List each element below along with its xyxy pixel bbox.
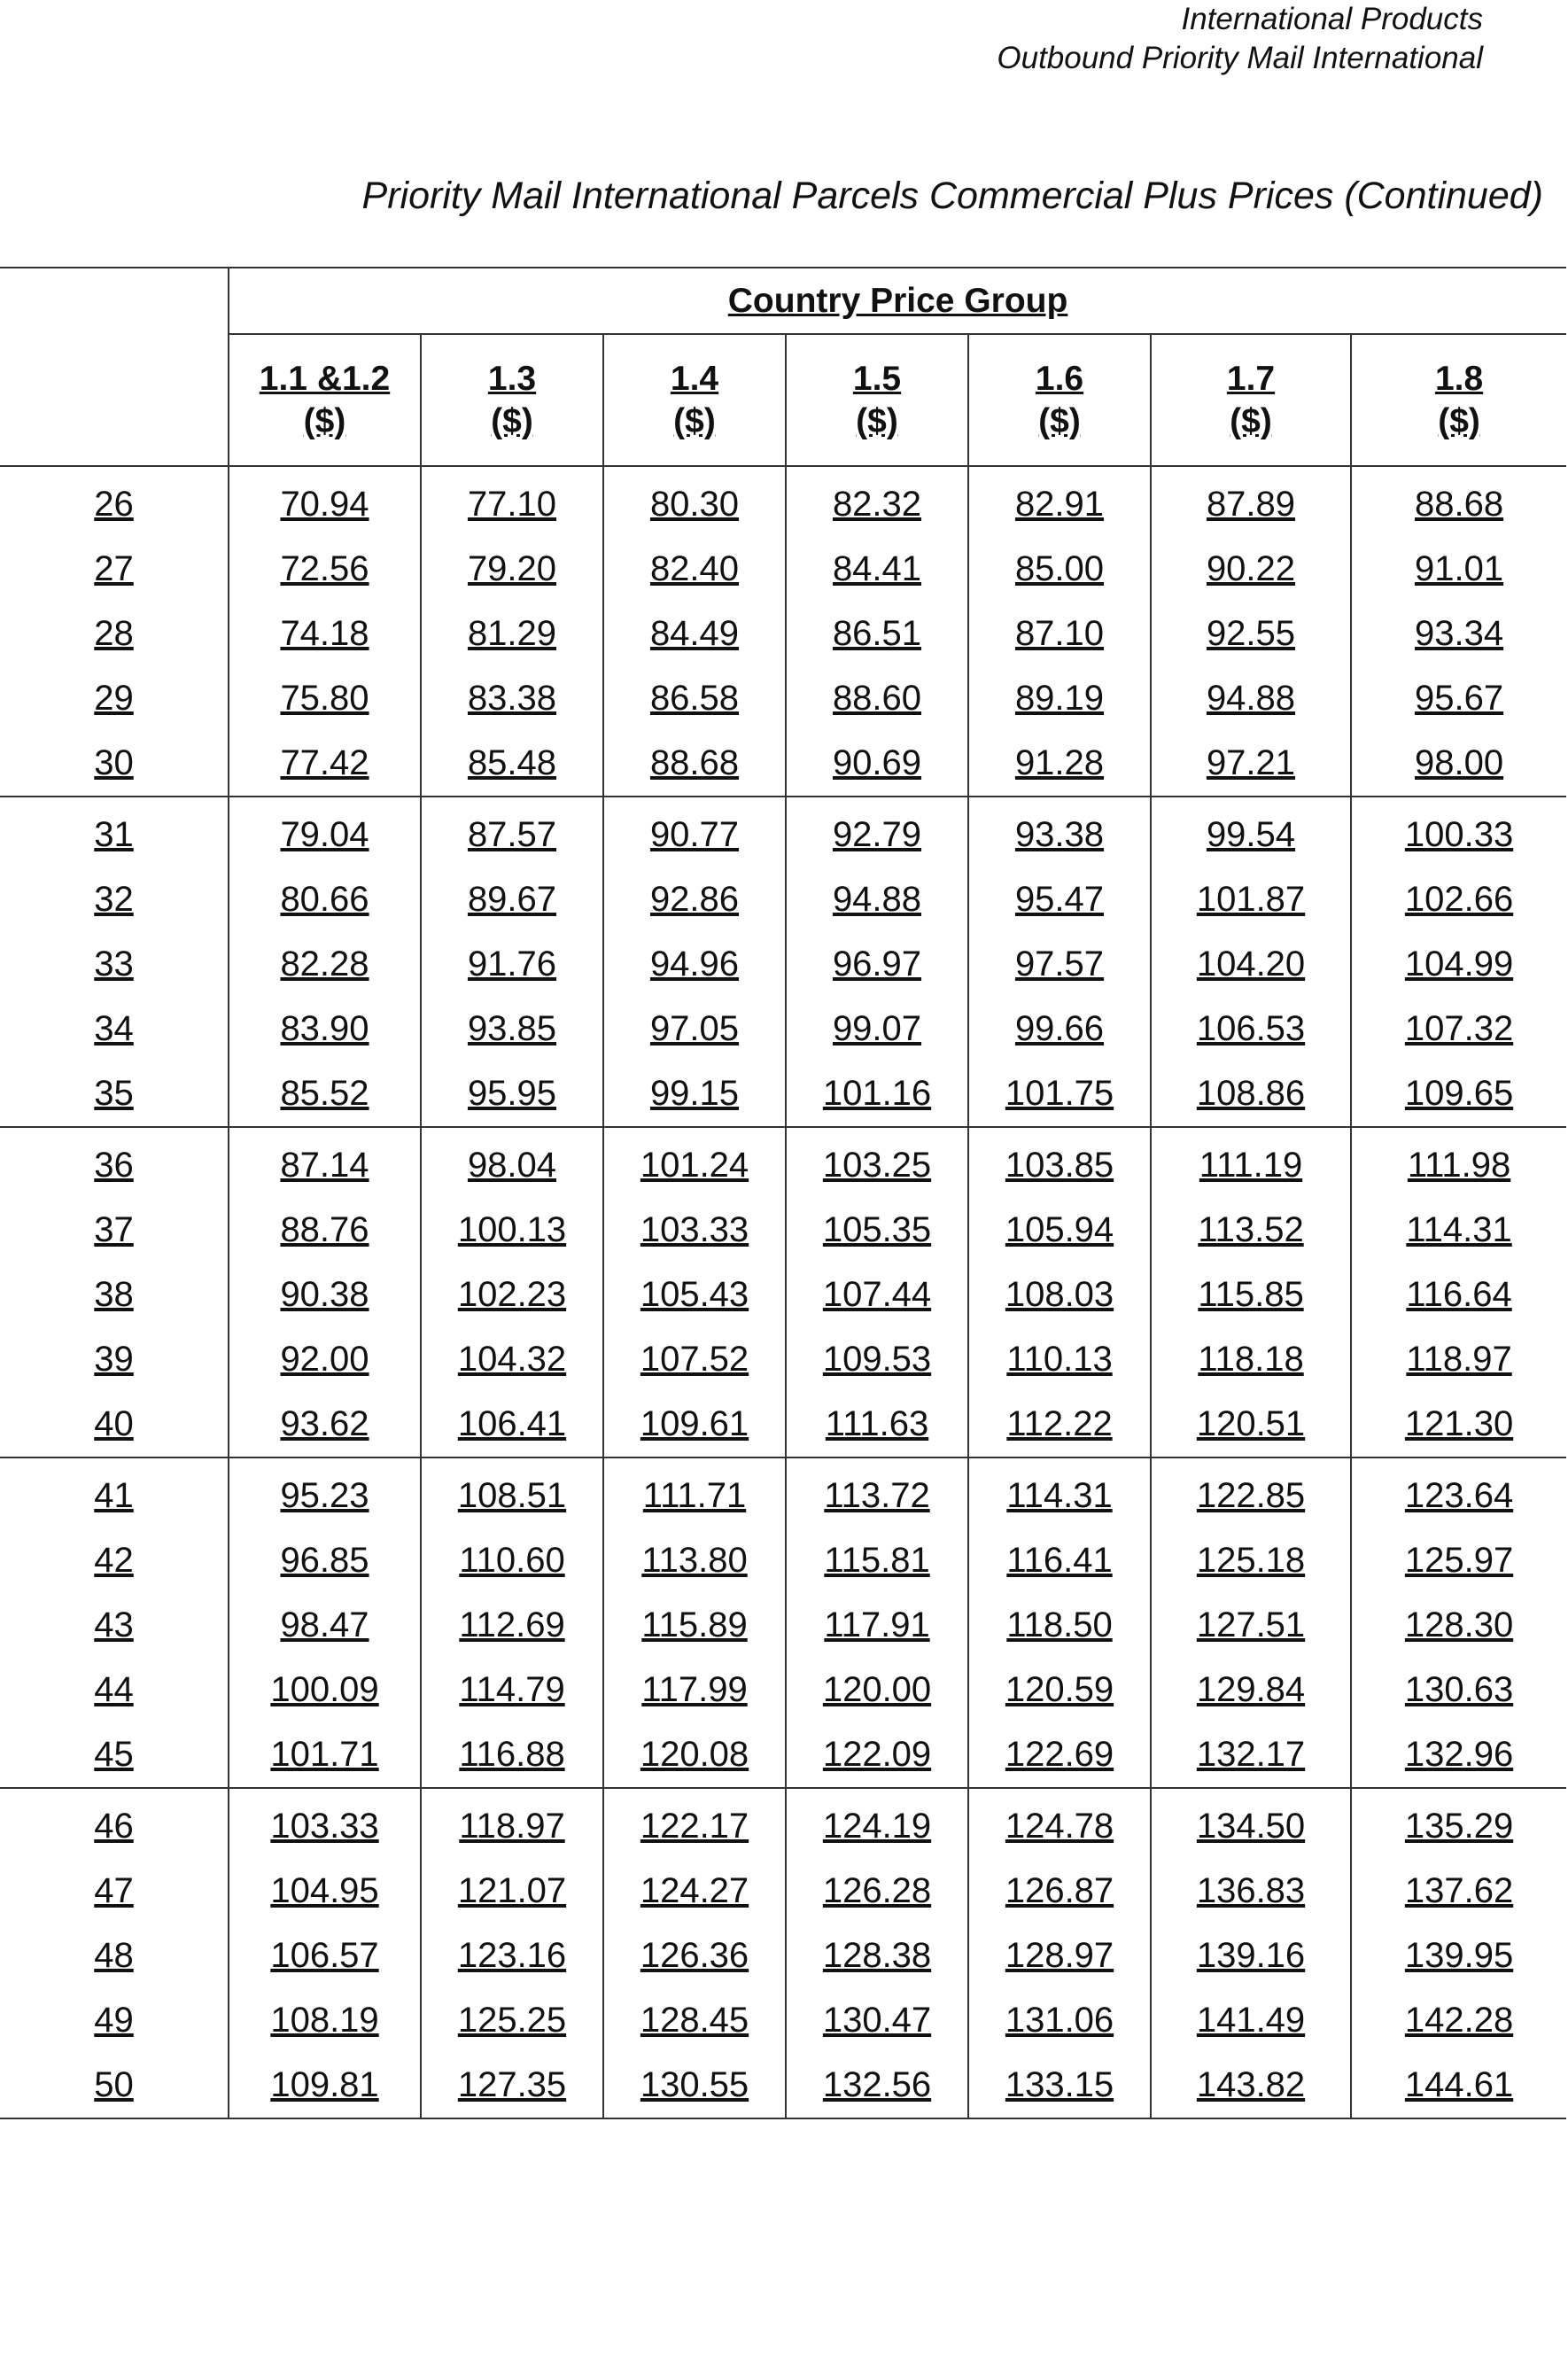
price-cell: 93.34 — [1351, 602, 1566, 666]
weight-cell: 39 — [94, 1340, 134, 1379]
price-cell: 100.33 — [1351, 797, 1566, 867]
price-cell: 109.81 — [229, 2053, 421, 2118]
price-cell: 91.01 — [1351, 537, 1566, 602]
price-cell: 120.51 — [1151, 1392, 1351, 1457]
column-unit: ($) — [673, 401, 716, 440]
table-row — [0, 867, 1566, 932]
table-row — [0, 1061, 1566, 1127]
weight-cell: 36 — [94, 1146, 134, 1185]
price-cell: 108.03 — [968, 1263, 1151, 1327]
price-cell: 135.29 — [1351, 1788, 1566, 1859]
price-cell: 130.63 — [1351, 1658, 1566, 1722]
table-row — [0, 997, 1566, 1061]
table-row — [0, 1127, 1566, 1198]
header-line-1: International Products — [1181, 2, 1483, 36]
table-row — [0, 1859, 1566, 1924]
weight-cell: 49 — [94, 2001, 134, 2040]
price-cell: 126.36 — [603, 1924, 786, 1988]
table-row — [0, 1457, 1566, 1528]
price-cell: 82.32 — [786, 466, 968, 537]
price-cell: 88.60 — [786, 666, 968, 731]
price-cell: 141.49 — [1151, 1988, 1351, 2053]
price-cell: 115.85 — [1151, 1263, 1351, 1327]
price-cell: 123.64 — [1351, 1457, 1566, 1528]
weight-cell: 29 — [94, 679, 134, 718]
weight-cell: 44 — [94, 1670, 134, 1709]
price-cell: 90.69 — [786, 731, 968, 797]
price-cell: 124.27 — [603, 1859, 786, 1924]
price-cell: 101.24 — [603, 1127, 786, 1198]
price-cell: 133.15 — [968, 2053, 1151, 2118]
table-row — [0, 1392, 1566, 1457]
table-row — [0, 666, 1566, 731]
price-cell: 104.99 — [1351, 932, 1566, 997]
table-row — [0, 1924, 1566, 1988]
price-cell: 101.16 — [786, 1061, 968, 1127]
column-code: 1.4 — [670, 359, 719, 398]
price-cell: 74.18 — [229, 602, 421, 666]
column-header — [968, 334, 1151, 466]
table-row — [0, 1263, 1566, 1327]
weight-cell: 43 — [94, 1605, 134, 1644]
price-cell: 117.91 — [786, 1593, 968, 1658]
column-header — [1351, 334, 1566, 466]
price-cell: 90.22 — [1151, 537, 1351, 602]
table-row — [0, 466, 1566, 537]
price-cell: 90.38 — [229, 1263, 421, 1327]
price-cell: 127.51 — [1151, 1593, 1351, 1658]
price-cell: 132.96 — [1351, 1722, 1566, 1788]
price-cell: 104.95 — [229, 1859, 421, 1924]
price-cell: 118.50 — [968, 1593, 1151, 1658]
weight-cell: 28 — [94, 614, 134, 653]
price-cell: 85.00 — [968, 537, 1151, 602]
price-cell: 87.57 — [421, 797, 603, 867]
price-cell: 101.75 — [968, 1061, 1151, 1127]
table-row — [0, 731, 1566, 797]
price-cell: 101.71 — [229, 1722, 421, 1788]
price-cell: 124.78 — [968, 1788, 1151, 1859]
table-row — [0, 1528, 1566, 1593]
price-cell: 101.87 — [1151, 867, 1351, 932]
weight-cell: 30 — [0, 731, 229, 797]
weight-cell: 26 — [94, 485, 134, 524]
weight-cell: 42 — [94, 1541, 134, 1580]
price-rows — [0, 466, 1566, 2118]
price-cell: 103.85 — [968, 1127, 1151, 1198]
price-cell: 127.35 — [421, 2053, 603, 2118]
weight-cell: 48 — [94, 1936, 134, 1975]
price-table — [0, 267, 1566, 2119]
price-cell: 126.28 — [786, 1859, 968, 1924]
price-cell: 115.81 — [786, 1528, 968, 1593]
weight-cell: 45 — [0, 1722, 229, 1788]
price-cell: 95.47 — [968, 867, 1151, 932]
price-cell: 93.85 — [421, 997, 603, 1061]
price-cell: 102.23 — [421, 1263, 603, 1327]
price-cell: 97.05 — [603, 997, 786, 1061]
price-cell: 97.21 — [1151, 731, 1351, 797]
column-unit: ($) — [491, 401, 533, 440]
price-cell: 130.47 — [786, 1988, 968, 2053]
price-cell: 106.41 — [421, 1392, 603, 1457]
price-cell: 118.97 — [1351, 1327, 1566, 1392]
price-cell: 104.32 — [421, 1327, 603, 1392]
table-row — [0, 1198, 1566, 1263]
price-cell: 132.56 — [786, 2053, 968, 2118]
price-cell: 113.72 — [786, 1457, 968, 1528]
price-cell: 70.94 — [229, 466, 421, 537]
price-cell: 92.79 — [786, 797, 968, 867]
price-cell: 109.65 — [1351, 1061, 1566, 1127]
weight-cell: 31 — [94, 815, 134, 854]
weight-cell: 47 — [94, 1871, 134, 1910]
price-cell: 105.94 — [968, 1198, 1151, 1263]
column-code: 1.7 — [1226, 359, 1276, 398]
price-cell: 98.00 — [1351, 731, 1566, 797]
price-cell: 77.10 — [421, 466, 603, 537]
price-cell: 128.30 — [1351, 1593, 1566, 1658]
price-cell: 88.68 — [1351, 466, 1566, 537]
table-row — [0, 1722, 1566, 1788]
column-unit: ($) — [1038, 401, 1081, 440]
column-code: 1.5 — [852, 359, 902, 398]
weight-cell: 40 — [0, 1392, 229, 1457]
price-cell: 103.33 — [229, 1788, 421, 1859]
price-cell: 125.25 — [421, 1988, 603, 2053]
price-cell: 107.52 — [603, 1327, 786, 1392]
price-cell: 72.56 — [229, 537, 421, 602]
price-cell: 83.90 — [229, 997, 421, 1061]
header-line-2: Outbound Priority Mail International — [997, 41, 1483, 75]
price-cell: 95.23 — [229, 1457, 421, 1528]
price-cell: 79.04 — [229, 797, 421, 867]
price-cell: 81.29 — [421, 602, 603, 666]
price-cell: 117.99 — [603, 1658, 786, 1722]
table-row — [0, 537, 1566, 602]
weight-cell: 46 — [94, 1807, 134, 1846]
column-header — [421, 334, 603, 466]
price-cell: 96.85 — [229, 1528, 421, 1593]
table-row — [0, 1658, 1566, 1722]
table-row — [0, 1327, 1566, 1392]
price-cell: 136.83 — [1151, 1859, 1351, 1924]
weight-cell: 27 — [94, 549, 134, 588]
price-cell: 125.97 — [1351, 1528, 1566, 1593]
price-cell: 84.41 — [786, 537, 968, 602]
table-row — [0, 602, 1566, 666]
price-cell: 123.16 — [421, 1924, 603, 1988]
table-row — [0, 1788, 1566, 1859]
price-cell: 142.28 — [1351, 1988, 1566, 2053]
price-cell: 114.79 — [421, 1658, 603, 1722]
page-header — [997, 0, 1483, 78]
column-code: 1.3 — [487, 359, 537, 398]
column-unit: ($) — [1230, 401, 1272, 440]
price-cell: 104.20 — [1151, 932, 1351, 997]
price-cell: 99.54 — [1151, 797, 1351, 867]
price-cell: 87.14 — [229, 1127, 421, 1198]
price-cell: 113.80 — [603, 1528, 786, 1593]
page-title: Priority Mail International Parcels Commercial Plus Prices (Continued) — [361, 175, 1543, 217]
price-cell: 85.48 — [421, 731, 603, 797]
table-row — [0, 797, 1566, 867]
price-cell: 116.88 — [421, 1722, 603, 1788]
weight-cell: 37 — [94, 1210, 134, 1249]
weight-cell: 33 — [94, 944, 134, 983]
price-cell: 103.33 — [603, 1198, 786, 1263]
price-cell: 122.17 — [603, 1788, 786, 1859]
price-cell: 122.69 — [968, 1722, 1151, 1788]
price-cell: 120.08 — [603, 1722, 786, 1788]
column-header — [603, 334, 786, 466]
price-cell: 107.32 — [1351, 997, 1566, 1061]
price-cell: 118.97 — [421, 1788, 603, 1859]
price-cell: 89.19 — [968, 666, 1151, 731]
price-cell: 108.19 — [229, 1988, 421, 2053]
price-cell: 79.20 — [421, 537, 603, 602]
price-cell: 100.13 — [421, 1198, 603, 1263]
price-cell: 106.57 — [229, 1924, 421, 1988]
table-row — [0, 1593, 1566, 1658]
column-unit: ($) — [856, 401, 898, 440]
price-cell: 107.44 — [786, 1263, 968, 1327]
price-cell: 88.76 — [229, 1198, 421, 1263]
price-cell: 91.76 — [421, 932, 603, 997]
price-cell: 99.15 — [603, 1061, 786, 1127]
price-cell: 77.42 — [229, 731, 421, 797]
price-cell: 114.31 — [1351, 1198, 1566, 1263]
price-cell: 122.09 — [786, 1722, 968, 1788]
price-cell: 143.82 — [1151, 2053, 1351, 2118]
price-cell: 75.80 — [229, 666, 421, 731]
price-cell: 139.16 — [1151, 1924, 1351, 1988]
price-cell: 111.63 — [786, 1392, 968, 1457]
price-cell: 118.18 — [1151, 1327, 1351, 1392]
price-cell: 116.41 — [968, 1528, 1151, 1593]
column-unit: ($) — [1438, 401, 1480, 440]
price-cell: 103.25 — [786, 1127, 968, 1198]
price-cell: 91.28 — [968, 731, 1151, 797]
table-row — [0, 932, 1566, 997]
price-cell: 116.64 — [1351, 1263, 1566, 1327]
price-cell: 85.52 — [229, 1061, 421, 1127]
table-row — [0, 2053, 1566, 2118]
price-cell: 95.95 — [421, 1061, 603, 1127]
price-cell: 106.53 — [1151, 997, 1351, 1061]
price-cell: 86.51 — [786, 602, 968, 666]
price-cell: 94.88 — [1151, 666, 1351, 731]
price-cell: 87.89 — [1151, 466, 1351, 537]
price-cell: 121.30 — [1351, 1392, 1566, 1457]
column-code: 1.6 — [1035, 359, 1084, 398]
column-header — [229, 334, 421, 466]
column-header — [1151, 334, 1351, 466]
price-cell: 89.67 — [421, 867, 603, 932]
price-cell: 94.88 — [786, 867, 968, 932]
price-cell: 82.40 — [603, 537, 786, 602]
price-cell: 111.19 — [1151, 1127, 1351, 1198]
price-cell: 134.50 — [1151, 1788, 1351, 1859]
price-cell: 105.35 — [786, 1198, 968, 1263]
price-cell: 93.62 — [229, 1392, 421, 1457]
price-cell: 80.30 — [603, 466, 786, 537]
price-cell: 99.66 — [968, 997, 1151, 1061]
price-cell: 87.10 — [968, 602, 1151, 666]
price-cell: 99.07 — [786, 997, 968, 1061]
price-cell: 112.22 — [968, 1392, 1151, 1457]
price-cell: 124.19 — [786, 1788, 968, 1859]
price-cell: 128.45 — [603, 1988, 786, 2053]
price-cell: 139.95 — [1351, 1924, 1566, 1988]
price-cell: 90.77 — [603, 797, 786, 867]
price-cell: 88.68 — [603, 731, 786, 797]
price-cell: 128.38 — [786, 1924, 968, 1988]
price-cell: 102.66 — [1351, 867, 1566, 932]
price-cell: 125.18 — [1151, 1528, 1351, 1593]
column-code: 1.8 — [1434, 359, 1484, 398]
price-cell: 109.61 — [603, 1392, 786, 1457]
weight-cell: 35 — [0, 1061, 229, 1127]
price-cell: 144.61 — [1351, 2053, 1566, 2118]
country-price-group-header: Country Price Group — [229, 268, 1566, 334]
price-cell: 111.98 — [1351, 1127, 1566, 1198]
price-cell: 112.69 — [421, 1593, 603, 1658]
price-cell: 93.38 — [968, 797, 1151, 867]
column-code: 1.1 &1.2 — [259, 359, 391, 398]
price-cell: 126.87 — [968, 1859, 1151, 1924]
price-cell: 120.00 — [786, 1658, 968, 1722]
price-cell: 129.84 — [1151, 1658, 1351, 1722]
price-cell: 122.85 — [1151, 1457, 1351, 1528]
price-cell: 80.66 — [229, 867, 421, 932]
weight-cell: 34 — [94, 1009, 134, 1048]
price-cell: 113.52 — [1151, 1198, 1351, 1263]
weight-cell: 38 — [94, 1275, 134, 1314]
price-cell: 130.55 — [603, 2053, 786, 2118]
table-row — [0, 1988, 1566, 2053]
price-cell: 128.97 — [968, 1924, 1151, 1988]
column-header — [786, 334, 968, 466]
price-cell: 132.17 — [1151, 1722, 1351, 1788]
price-cell: 108.51 — [421, 1457, 603, 1528]
price-cell: 92.55 — [1151, 602, 1351, 666]
weight-cell: 32 — [94, 880, 134, 919]
price-cell: 121.07 — [421, 1859, 603, 1924]
weight-cell: 41 — [94, 1476, 134, 1515]
price-cell: 110.60 — [421, 1528, 603, 1593]
column-unit: ($) — [303, 401, 346, 440]
price-cell: 110.13 — [968, 1327, 1151, 1392]
price-cell: 111.71 — [603, 1457, 786, 1528]
price-cell: 83.38 — [421, 666, 603, 731]
price-cell: 92.00 — [229, 1327, 421, 1392]
price-cell: 108.86 — [1151, 1061, 1351, 1127]
price-cell: 100.09 — [229, 1658, 421, 1722]
price-cell: 98.04 — [421, 1127, 603, 1198]
price-cell: 82.91 — [968, 466, 1151, 537]
price-cell: 120.59 — [968, 1658, 1151, 1722]
price-cell: 84.49 — [603, 602, 786, 666]
price-cell: 97.57 — [968, 932, 1151, 997]
weight-cell: 50 — [0, 2053, 229, 2118]
column-header-row — [0, 334, 1566, 466]
price-cell: 114.31 — [968, 1457, 1151, 1528]
weight-header-cell — [0, 268, 229, 466]
price-cell: 92.86 — [603, 867, 786, 932]
price-cell: 105.43 — [603, 1263, 786, 1327]
price-cell: 137.62 — [1351, 1859, 1566, 1924]
price-cell: 131.06 — [968, 1988, 1151, 2053]
price-cell: 82.28 — [229, 932, 421, 997]
price-cell: 86.58 — [603, 666, 786, 731]
price-cell: 115.89 — [603, 1593, 786, 1658]
price-cell: 98.47 — [229, 1593, 421, 1658]
price-cell: 94.96 — [603, 932, 786, 997]
price-cell: 109.53 — [786, 1327, 968, 1392]
price-cell: 96.97 — [786, 932, 968, 997]
price-cell: 95.67 — [1351, 666, 1566, 731]
